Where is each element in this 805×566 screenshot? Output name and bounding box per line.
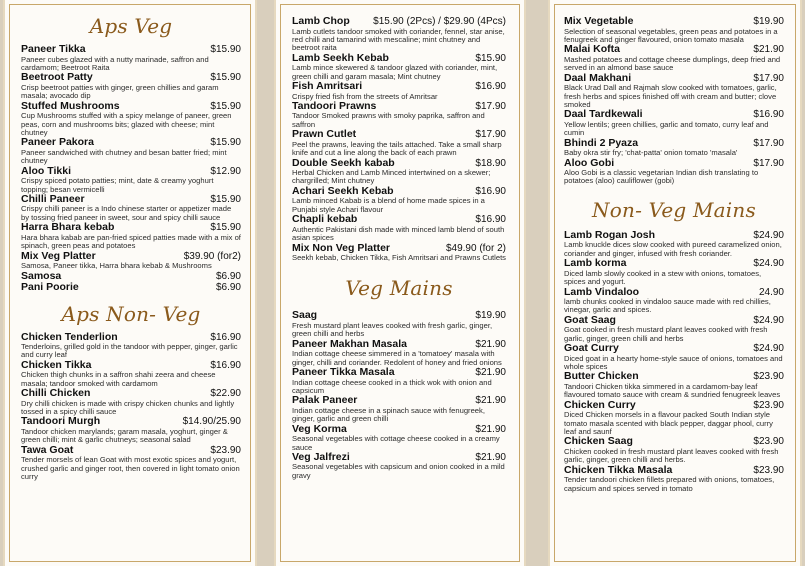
dish-price: $23.90 [753,399,784,411]
menu-panel-middle [274,0,526,566]
menu-item [21,251,241,271]
dish-name: Stuffed Mushrooms [21,99,120,112]
dish-name: Achari Seekh Kebab [292,184,394,197]
non-veg-mains-list [564,230,784,493]
menu-item [21,360,241,388]
dish-description: Diced lamb slowly cooked in a stew with onions, tomatoes, spices and yogurt. [564,268,762,287]
section-heading-aps-non-veg: Aps Non- Veg [61,301,201,326]
menu-item [292,158,506,186]
dish-description: Tender tandoori chicken fillets prepared with onions, tomatoes, capsicum and spices served in tomato [564,475,775,493]
menu-item-row [292,214,506,226]
dish-price: $15.90 [210,72,241,84]
dish-description: Paneer sandwiched with chutney and besan batter fried; mint chutney [21,147,227,166]
dish-name: Fish Amritsari [292,80,363,93]
dish-name: Malai Kofta [564,43,621,56]
dish-description: Samosa, Paneer tikka, Harra bhara kebab & Mushrooms [21,261,212,271]
dish-name: Lamb Chop [292,15,350,27]
dish-price: $24.90 [753,258,784,270]
menu-item [21,194,241,222]
menu-item [564,158,784,186]
dish-price: $15.90 [210,137,241,149]
dish-name: Tandoori Prawns [292,99,377,112]
aps-non-veg-list [21,332,241,482]
menu-item-row [292,367,506,379]
dish-price: $15.90 [210,100,241,112]
dish-price: $17.90 [475,100,506,112]
dish-description: Dry chilli chicken is made with crispy chicken chunks and lightly tossed in a spicy chilli sauce [21,398,235,417]
dish-price: $16.90 [210,331,241,343]
dish-description: Crispy spiced potato patties; mint, date & creamy yoghurt topping; besan vermicelli [21,176,214,194]
dish-price: $17.90 [753,157,784,169]
dish-price: $15.90 (2Pcs) / $29.90 (4Pcs) [373,16,506,27]
dish-description: Selection of seasonal vegetables, green peas and potatoes in a fenugreek and ginger flavoured, onion tomato masala [564,26,778,44]
menu-item [292,129,506,157]
menu-item [21,416,241,444]
dish-price: 24.90 [758,286,784,298]
dish-name: Paneer Makhan Masala [292,337,407,350]
dish-description: Tender morsels of lean Goat with most exotic spices and yogurt, crushed garlic and ginger root, then covered in light tomato onion curry [21,455,240,482]
section-heading-aps-veg: Aps Veg [89,14,173,38]
dish-price: $24.90 [753,314,784,326]
dish-name: Pani Poorie [21,281,79,293]
dish-name: Goat Curry [564,342,619,355]
menu-item [564,109,784,137]
menu-item [564,73,784,110]
menu-item [21,72,241,100]
menu-item [292,186,506,214]
dish-description: Lamb cutlets tandoor smoked with coriander, fennel, star anise, red chilli and tamarind with mescaline; mint chutney and beetroot raita [292,26,505,53]
dish-description: Hara bhara kabab are pan-fried spiced patties made with a mix of spinach, green peas and potatoes [21,232,241,251]
menu-item [21,137,241,165]
dish-description: Lamb knuckle dices slow cooked with pureed caramelized onion, coriander and ginger, infused with fresh coriander. [564,240,782,258]
dish-description: Seasonal vegetables with cottage cheese cooked in a creamy sauce [292,434,500,452]
dish-price: $16.90 [475,214,506,226]
dish-price: $19.90 [475,310,506,322]
dish-price: $16.90 [753,109,784,121]
dish-description: Baby okra stir fry; 'chat-patta' onion tomato 'masala' [564,148,738,158]
dish-description: Peel the prawns, leaving the tails attached. Take a small sharp knife and cut a line along the back of each prawn [292,139,502,158]
dish-name: Palak Paneer [292,394,358,407]
veg-mains-continued-list [564,16,784,186]
dish-description: Crisp beetroot patties with ginger, green chillies and garam masala; avocado dip [21,82,219,101]
dish-price: $39.90 (for2) [183,250,241,262]
dish-name: Butter Chicken [564,370,639,383]
dish-price: $21.90 [753,44,784,56]
dish-description: Goat cooked in fresh mustard plant leaves cooked with fresh garlic, ginger, green chilli and herbs [564,325,768,343]
dish-price: $17.90 [753,72,784,84]
dish-price: $18.90 [475,157,506,169]
menu-item [292,214,506,242]
dish-name: Veg Jalfrezi [292,450,350,463]
dish-price: $22.90 [210,388,241,400]
dish-price: $17.90 [475,129,506,141]
menu-item [292,101,506,129]
dish-price: $16.90 [210,359,241,371]
dish-description: Crispy fried fish from the streets of Amritsar [292,91,438,101]
menu-item [292,339,506,367]
menu-item [292,243,506,263]
menu-item-row [292,16,506,28]
dish-description: Seasonal vegetables with capsicum and onion cooked in a mild gravy [292,462,505,480]
menu-item [292,53,506,81]
dish-price: $21.90 [475,423,506,435]
menu-item-row [564,258,784,270]
dish-description: Indian cottage cheese in a spinach sauce with fenugreek, ginger, garlic and green chilli [292,405,485,424]
menu-item [564,371,784,399]
menu-item [292,310,506,338]
dish-name: Chilli Paneer [21,192,85,205]
dish-description: Tandoor Smoked prawns with smoky paprika, saffron and saffron [292,111,485,129]
dish-name: Paneer Pakora [21,136,94,149]
dish-name: Daal Makhani [564,71,632,84]
dish-name: Chicken Saag [564,435,633,448]
dish-name: Aloo Tikki [21,164,71,177]
dish-description: Aloo Gobi is a classic vegetarian Indian dish translating to potatoes (aloo) cauliflower (gobi) [564,168,759,186]
dish-name: Prawn Cutlet [292,128,357,141]
section-heading-veg-mains: Veg Mains [345,276,453,301]
menu-item-row [292,81,506,93]
dish-price: $15.90 [210,193,241,205]
dish-price: $21.90 [475,451,506,463]
menu-item [564,44,784,72]
menu-item [21,166,241,194]
dish-name: Beetroot Patty [21,71,93,84]
dish-price: $16.90 [475,185,506,197]
dish-price: $23.90 [753,436,784,448]
dish-name: Double Seekh kabab [292,156,395,169]
dish-price: $17.90 [753,137,784,149]
dish-name: Daal Tardkewali [564,108,643,121]
dish-name: Mix Vegetable [564,15,634,27]
dish-description: Authentic Pakistani dish made with minced lamb blend of south asian spices [292,224,505,243]
dish-name: Paneer Tikka [21,43,86,55]
dish-description: Indian cottage cheese simmered in a 'tomatoey' masala with ginger, chilli and coriander. Redolent of honey and fried onions [292,349,502,367]
dish-description: lamb chunks cooked in vindaloo sauce made with red chillies, vinegar, garlic and spices. [564,297,771,315]
aps-veg-list [21,44,241,294]
dish-description: Seekh kebab, Chicken Tikka, Fish Amritsari and Prawns Cutlets [292,253,506,262]
dish-name: Chicken Tikka [21,358,92,371]
dish-name: Tandoori Murgh [21,415,101,428]
menu-item [21,44,241,72]
menu-item-row [21,388,241,400]
dish-price: $23.90 [753,464,784,476]
dish-description: Paneer cubes glazed with a nutty marinade, saffron and cardamom; Beetroot Raita [21,54,209,72]
dish-description: Lamb minced Kabab is a blend of home made spices in a Punjabi style Achari flavour [292,196,485,214]
dish-name: Chicken Tenderlion [21,330,118,343]
dish-price: $21.90 [475,395,506,407]
menu-item-row [564,343,784,355]
dish-price: $23.90 [210,444,241,456]
dish-price: $15.90 [210,222,241,234]
dish-description: Black Urad Dall and Rajmah slow cooked with tomatoes, garlic, fresh herbs and spices finished off with cream and butter; clove smoked [564,83,777,109]
dish-description: Crispy chilli paneer is a Indo chinese starter or appetizer made by tossing fried paneer in sweet, sour and spicy chilli sauce [21,204,232,222]
dish-name: Chicken Curry [564,398,636,411]
dish-name: Samosa [21,269,62,282]
dish-price: $12.90 [210,165,241,177]
dish-price: $14.90/25.90 [182,416,241,428]
dish-name: Saag [292,309,318,322]
dish-name: Goat Saag [564,313,616,326]
dish-name: Bhindi 2 Pyaza [564,136,639,149]
dish-name: Tawa Goat [21,443,74,456]
dish-description: Lamb mince skewered & tandoor glazed with coriander, mint, green chilli and garam masala; Mint chutney [292,63,498,81]
dish-description: Yellow lentils; green chillies, garlic and tomato, curry leaf and cumin [564,119,769,138]
dish-name: Paneer Tikka Masala [292,366,395,379]
dish-name: Chilli Chicken [21,387,91,400]
dish-description: Cup Mushrooms stuffed with a spicy melange of paneer, green peas, corn and mushrooms bits; glazed with cheese; mint chutney [21,111,232,137]
dish-price: $19.90 [753,16,784,27]
dish-price: $6.90 [215,282,241,293]
menu-item [292,452,506,480]
dish-description: Chicken thigh chunks in a saffron shahi zeera and cheese masala; tandoor smoked with cardamom [21,370,216,388]
dish-name: Mix Veg Platter [21,249,96,262]
menu-item [564,258,784,286]
menu-item-row [21,44,241,56]
menu-item [21,282,241,294]
veg-mains-list [292,310,506,480]
dish-name: Aloo Gobi [564,156,615,169]
dish-description: Diced Chicken morsels in a flavour packed South Indian style tomato masala scented with black pepper, daggar phool, curry leaf and saunf [564,410,773,437]
dish-price: $49.90 (for 2) [445,242,506,254]
menu-item [564,16,784,44]
menu-item [564,436,784,464]
menu-item [21,222,241,250]
dish-price: $23.90 [753,371,784,383]
menu-item [564,400,784,437]
dish-description: Tenderloins, grilled gold in the tandoor with pepper, ginger, garlic and curry leaf [21,342,238,360]
menu-item [564,315,784,343]
dish-price: $16.90 [475,81,506,93]
dish-description: Indian cottage cheese cooked in a thick wok with onion and capsicum [292,377,492,395]
menu-item [21,332,241,360]
menu-item [292,395,506,423]
menu-item [21,388,241,416]
menu-panel-left [3,0,257,566]
dish-name: Mix Non Veg Platter [292,241,391,254]
menu-item [292,81,506,101]
dish-price: $15.90 [475,52,506,64]
menu-item [564,465,784,493]
menu-item [564,230,784,258]
menu-item [292,367,506,395]
dish-price: $21.90 [475,367,506,379]
dish-description: Chicken cooked in fresh mustard plant leaves cooked with fresh garlic, ginger, green chilli and herbs. [564,446,779,465]
dish-name: Veg Korma [292,422,347,435]
dish-price: $24.90 [753,343,784,355]
menu-item [292,16,506,53]
dish-price: $6.90 [215,270,241,282]
dish-description: Fresh mustard plant leaves cooked with fresh garlic, ginger, green chilli and herbs [292,320,493,339]
dish-name: Lamb korma [564,257,627,270]
dish-name: Lamb Seekh Kebab [292,51,389,64]
dish-description: Tandoor chicken marylands; garam masala, yoghurt, ginger & green chilli; mint & garlic chutneys; seasonal salad [21,426,228,445]
dish-name: Chicken Tikka Masala [564,463,673,476]
menu-item-row [564,16,784,28]
menu-item [292,424,506,452]
dish-name: Lamb Vindaloo [564,285,640,298]
menu-item-row [21,282,241,294]
dish-name: Lamb Rogan Josh [564,228,656,241]
menu-item [564,343,784,371]
section-heading-non-veg-mains: Non- Veg Mains [592,197,756,222]
menu-item [564,287,784,315]
non-veg-starters-list [292,16,506,262]
dish-description: Mashed potatoes and cottage cheese dumplings, deep fried and served in an almond base sauce [564,54,781,73]
dish-price: $24.90 [753,229,784,241]
menu-item [564,138,784,158]
dish-description: Diced goat in a hearty home-style sauce of onions, tomatoes and whole spices [564,353,783,372]
menu-item [21,445,241,482]
dish-price: $21.90 [475,338,506,350]
dish-description: Herbal Chicken and Lamb Minced intertwined on a skewer; chargrilled; Mint chutney [292,168,491,186]
dish-description: Tandoori Chicken tikka simmered in a cardamom-bay leaf flavoured tomato sauce with cream & sundried fenugreek leaves [564,381,781,400]
dish-price: $15.90 [210,44,241,55]
dish-name: Harra Bhara kebab [21,221,115,234]
menu-item [21,101,241,138]
dish-name: Chapli kebab [292,213,358,226]
menu-panel-right [548,0,802,566]
